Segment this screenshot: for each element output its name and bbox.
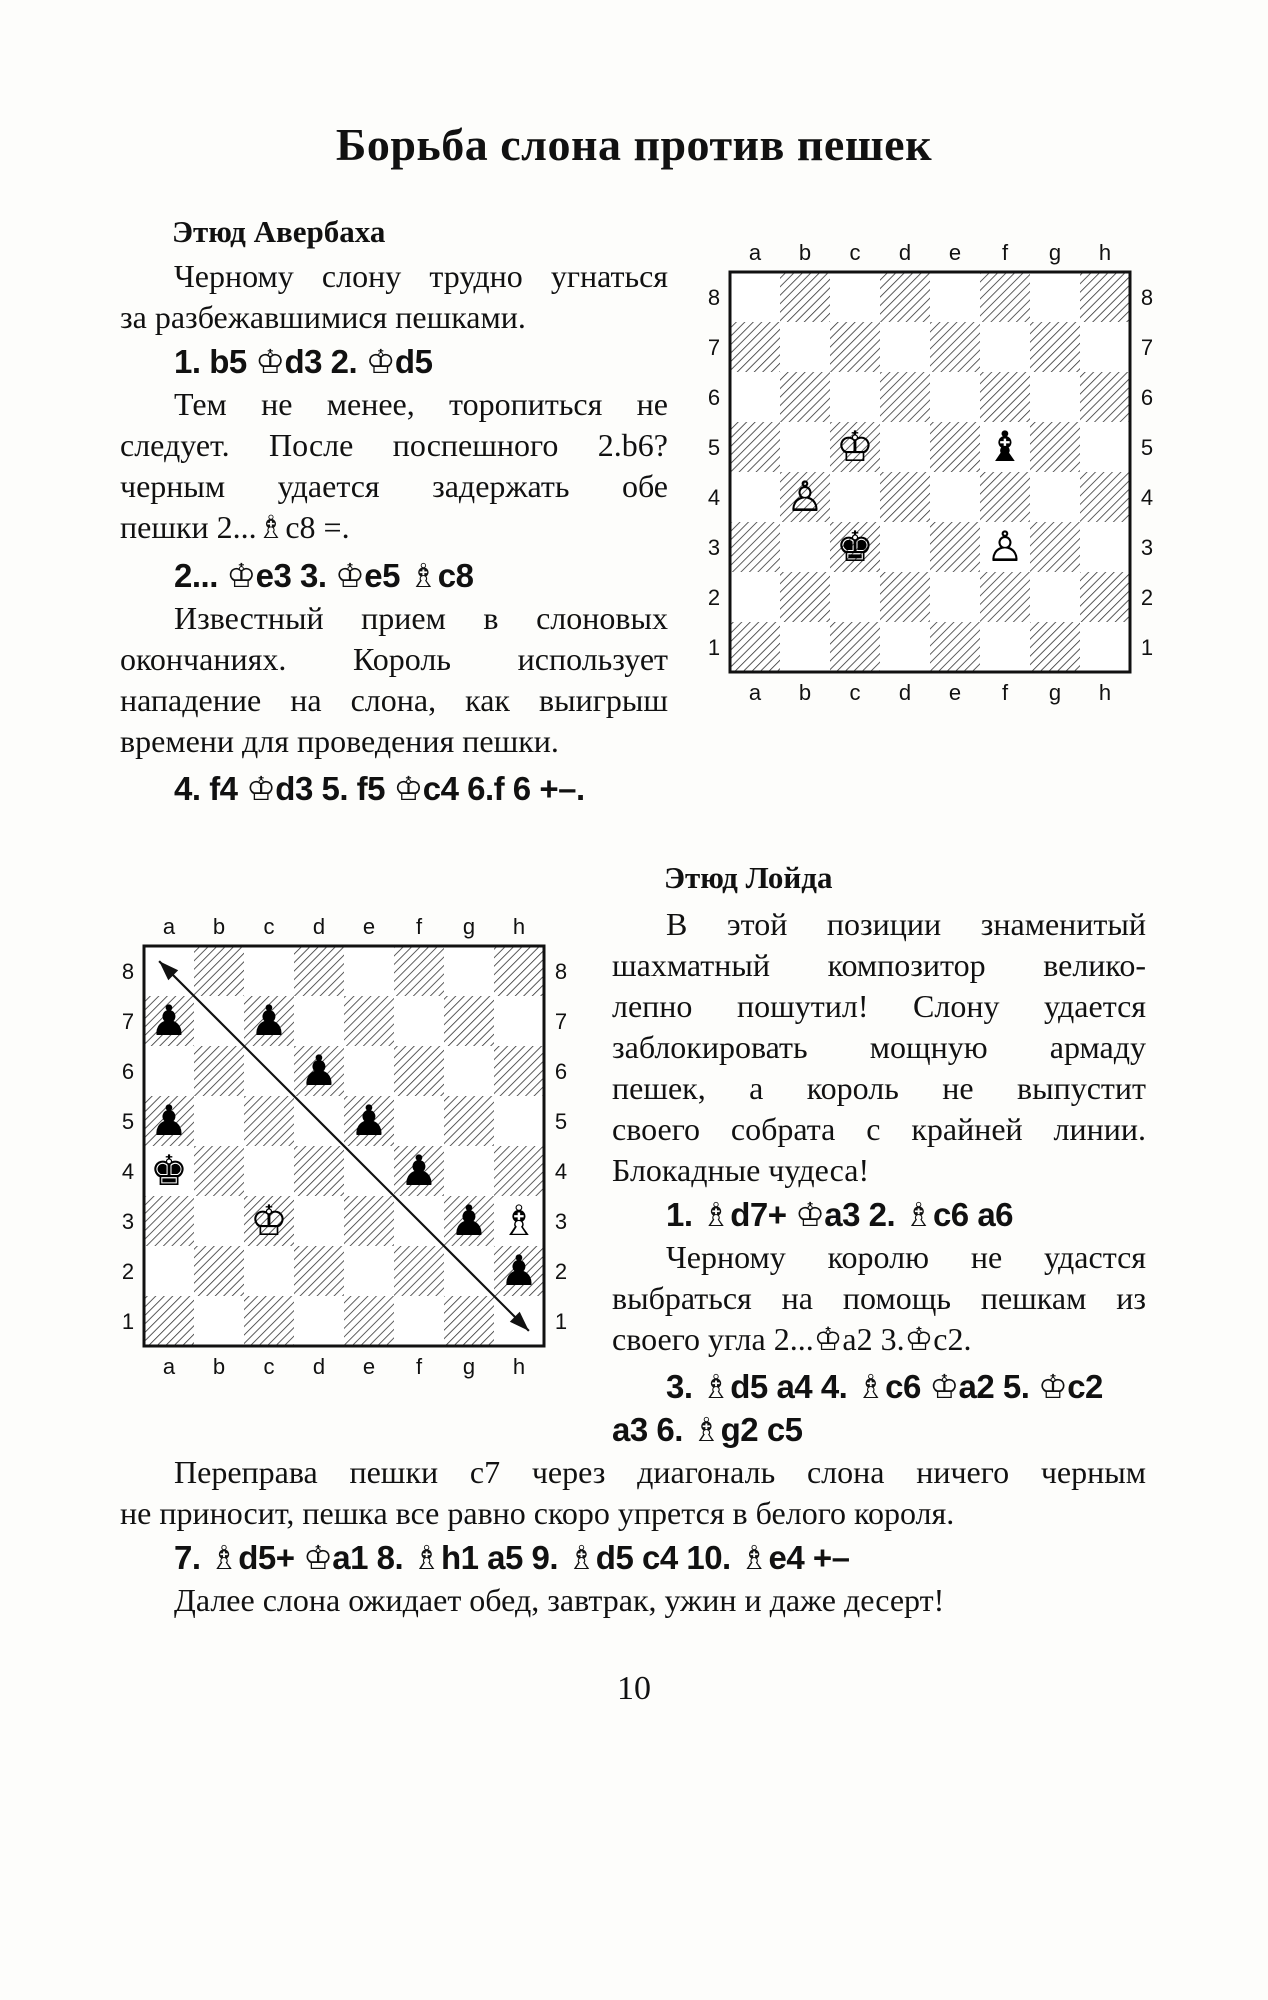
dark-square-c5 (244, 1096, 294, 1146)
dark-square-e3 (930, 522, 980, 572)
dark-square-g5 (444, 1096, 494, 1146)
study2-para-1 (612, 904, 1146, 1191)
rank-label-left: 7 (121, 1009, 135, 1034)
dark-square-g7 (444, 996, 494, 1046)
dark-square-e7 (930, 322, 980, 372)
rank-label-left: 5 (121, 1109, 135, 1134)
study2-para-3 (120, 1452, 1146, 1534)
dark-square-h4 (494, 1146, 544, 1196)
study1-para-2 (120, 384, 668, 548)
dark-square-a3 (730, 522, 780, 572)
dark-square-e3 (344, 1196, 394, 1246)
dark-square-h8 (494, 946, 544, 996)
text-line: окончаниях. Король использует (120, 641, 668, 677)
dark-square-g1 (444, 1296, 494, 1346)
dark-square-g1 (1030, 622, 1080, 672)
rank-label-left: 2 (707, 585, 721, 610)
dark-square-a1 (730, 622, 780, 672)
study1-move-1: 1. b5 ♔d3 2. ♔d5 (174, 343, 433, 380)
rank-label-left: 3 (121, 1209, 135, 1234)
text-line: своего собрата с крайней линии. (612, 1111, 1146, 1147)
dark-square-g5 (1030, 422, 1080, 472)
dark-square-c1 (830, 622, 880, 672)
dark-square-e1 (344, 1296, 394, 1346)
black-pawn-icon: ♟ (400, 1146, 438, 1195)
file-label-bottom: c (849, 680, 861, 705)
rank-label-left: 8 (707, 285, 721, 310)
text-line: лепно пошутил! Слону удается (612, 988, 1146, 1024)
dark-square-h6 (1080, 372, 1130, 422)
dark-square-d8 (880, 272, 930, 322)
text-line: не приносит, пешка все равно скоро упрется в белого короля. (120, 1495, 955, 1531)
text-line: Известный прием в слоновых (174, 600, 668, 636)
file-label-top: b (798, 240, 812, 265)
dark-square-d8 (294, 946, 344, 996)
rank-label-right: 2 (554, 1259, 568, 1284)
dark-square-e7 (344, 996, 394, 1046)
file-label-bottom: h (1098, 680, 1112, 705)
dark-square-c1 (244, 1296, 294, 1346)
dark-square-b2 (194, 1246, 244, 1296)
study2-move-1: 1. ♗d7+ ♔a3 2. ♗c6 a6 (666, 1196, 1014, 1233)
dark-square-b6 (780, 372, 830, 422)
dark-square-b8 (780, 272, 830, 322)
chess-diagram-averbakh (690, 232, 1170, 752)
dark-square-a3 (144, 1196, 194, 1246)
study2-para-2 (612, 1237, 1146, 1360)
black-pawn-icon: ♟ (350, 1096, 388, 1145)
file-label-bottom: g (1048, 680, 1062, 705)
dark-square-e1 (930, 622, 980, 672)
text-line: выбраться на помощь пешкам из (612, 1280, 1146, 1316)
file-label-bottom: b (212, 1354, 226, 1379)
file-label-top: f (1001, 240, 1009, 265)
black-bishop-icon: ♝ (986, 422, 1024, 471)
dark-square-f6 (394, 1046, 444, 1096)
file-label-bottom: h (512, 1354, 526, 1379)
text-line: пешки 2...♗c8 =. (120, 509, 350, 545)
file-label-top: h (1098, 240, 1112, 265)
rank-label-right: 4 (554, 1159, 568, 1184)
dark-square-g7 (1030, 322, 1080, 372)
file-label-bottom: d (898, 680, 912, 705)
text-line: шахматный композитор велико- (612, 947, 1146, 983)
white-bishop-icon: ♗ (500, 1196, 538, 1245)
white-king-icon: ♔ (836, 422, 874, 471)
text-line: своего угла 2...♔a2 3.♔c2. (612, 1321, 972, 1357)
dark-square-f2 (980, 572, 1030, 622)
study1-move-2: 2... ♔e3 3. ♔e5 ♗c8 (174, 557, 474, 594)
dark-square-c7 (830, 322, 880, 372)
rank-label-right: 3 (554, 1209, 568, 1234)
dark-square-b4 (194, 1146, 244, 1196)
dark-square-b2 (780, 572, 830, 622)
black-king-icon: ♚ (150, 1146, 188, 1195)
dark-square-h2 (1080, 572, 1130, 622)
text-line: Черному королю не удастся (666, 1239, 1146, 1275)
rank-label-left: 7 (707, 335, 721, 360)
file-label-top: g (1048, 240, 1062, 265)
file-label-bottom: e (948, 680, 962, 705)
dark-square-h8 (1080, 272, 1130, 322)
black-pawn-icon: ♟ (150, 1096, 188, 1145)
rank-label-left: 5 (707, 435, 721, 460)
rank-label-right: 8 (1140, 285, 1154, 310)
dark-square-d4 (880, 472, 930, 522)
file-label-bottom: g (462, 1354, 476, 1379)
study1-intro (120, 256, 668, 338)
study2-move-2: 3. ♗d5 a4 4. ♗c6 ♔a2 5. ♔c2 (666, 1368, 1103, 1405)
rank-label-left: 2 (121, 1259, 135, 1284)
file-label-top: c (263, 914, 275, 939)
file-label-top: g (462, 914, 476, 939)
rank-label-left: 4 (121, 1159, 135, 1184)
file-label-top: e (948, 240, 962, 265)
text-line: Тем не менее, торопиться не (174, 386, 668, 422)
dark-square-f4 (980, 472, 1030, 522)
text-line: пешек, а король не выпустит (612, 1070, 1146, 1106)
rank-label-right: 7 (1140, 335, 1154, 360)
file-label-top: a (162, 914, 176, 939)
text-line: Черному слону трудно угнаться (174, 258, 668, 294)
dark-square-h4 (1080, 472, 1130, 522)
dark-square-a7 (730, 322, 780, 372)
study1-para-3 (120, 598, 668, 762)
rank-label-left: 6 (707, 385, 721, 410)
rank-label-right: 5 (1140, 435, 1154, 460)
rank-label-right: 3 (1140, 535, 1154, 560)
text-line: за разбежавшимися пешками. (120, 299, 526, 335)
page-number: 10 (617, 1670, 651, 1707)
file-label-bottom: d (312, 1354, 326, 1379)
text-line: времени для проведения пешки. (120, 723, 559, 759)
file-label-top: h (512, 914, 526, 939)
text-line: заблокировать мощную армаду (612, 1029, 1146, 1065)
black-pawn-icon: ♟ (450, 1196, 488, 1245)
dark-square-d6 (880, 372, 930, 422)
file-label-top: e (362, 914, 376, 939)
rank-label-left: 4 (707, 485, 721, 510)
rank-label-left: 6 (121, 1059, 135, 1084)
rank-label-right: 1 (1140, 635, 1154, 660)
dark-square-a5 (730, 422, 780, 472)
black-pawn-icon: ♟ (300, 1046, 338, 1095)
file-label-top: c (849, 240, 861, 265)
file-label-top: f (415, 914, 423, 939)
text-line: следует. После поспешного 2.b6? (120, 427, 668, 463)
dark-square-f6 (980, 372, 1030, 422)
white-pawn-icon: ♙ (986, 522, 1024, 571)
dark-square-d4 (294, 1146, 344, 1196)
dark-square-f8 (980, 272, 1030, 322)
dark-square-f8 (394, 946, 444, 996)
rank-label-right: 7 (554, 1009, 568, 1034)
rank-label-left: 1 (121, 1309, 135, 1334)
rank-label-left: 8 (121, 959, 135, 984)
rank-label-right: 5 (554, 1109, 568, 1134)
file-label-bottom: a (748, 680, 762, 705)
text-line: черным удается задержать обе (120, 468, 668, 504)
file-label-bottom: b (798, 680, 812, 705)
page-title: Борьба слона против пешек (335, 119, 933, 170)
black-pawn-icon: ♟ (150, 996, 188, 1045)
rank-label-right: 4 (1140, 485, 1154, 510)
rank-label-right: 6 (554, 1059, 568, 1084)
text-line: Переправа пешки c7 через диагональ слона ничего черным (174, 1454, 1146, 1490)
file-label-bottom: e (362, 1354, 376, 1379)
dark-square-d2 (294, 1246, 344, 1296)
text-line: Блокадные чудеса! (612, 1152, 870, 1188)
file-label-top: b (212, 914, 226, 939)
rank-label-right: 8 (554, 959, 568, 984)
rank-label-right: 6 (1140, 385, 1154, 410)
dark-square-f2 (394, 1246, 444, 1296)
file-label-bottom: f (415, 1354, 423, 1379)
black-king-icon: ♚ (836, 522, 874, 571)
dark-square-g3 (1030, 522, 1080, 572)
black-pawn-icon: ♟ (250, 996, 288, 1045)
rank-label-right: 1 (554, 1309, 568, 1334)
dark-square-e5 (930, 422, 980, 472)
file-label-top: a (748, 240, 762, 265)
dark-square-h6 (494, 1046, 544, 1096)
text-line: нападение на слона, как выигрыш (120, 682, 668, 718)
white-king-icon: ♔ (250, 1196, 288, 1245)
study2-move-2-cont: a3 6. ♗g2 c5 (612, 1411, 803, 1448)
file-label-bottom: c (263, 1354, 275, 1379)
rank-label-left: 1 (707, 635, 721, 660)
white-pawn-icon: ♙ (786, 472, 824, 521)
dark-square-a1 (144, 1296, 194, 1346)
rank-label-right: 2 (1140, 585, 1154, 610)
chess-diagram-loyd (104, 906, 584, 1426)
study2-heading: Этюд Лойда (664, 860, 833, 895)
dark-square-d2 (880, 572, 930, 622)
file-label-bottom: a (162, 1354, 176, 1379)
file-label-bottom: f (1001, 680, 1009, 705)
text-line: В этой позиции знаменитый (666, 906, 1146, 942)
study2-move-3: 7. ♗d5+ ♔a1 8. ♗h1 a5 9. ♗d5 c4 10. ♗e4 +– (174, 1539, 850, 1576)
file-label-top: d (312, 914, 326, 939)
rank-label-left: 3 (707, 535, 721, 560)
study1-heading: Этюд Авербаха (172, 214, 386, 249)
file-label-top: d (898, 240, 912, 265)
dark-square-b6 (194, 1046, 244, 1096)
black-pawn-icon: ♟ (500, 1246, 538, 1295)
study2-closing: Далее слона ожидает обед, завтрак, ужин и даже десерт! (174, 1582, 945, 1618)
dark-square-b8 (194, 946, 244, 996)
study1-move-3: 4. f4 ♔d3 5. f5 ♔c4 6.f 6 +–. (174, 770, 585, 807)
